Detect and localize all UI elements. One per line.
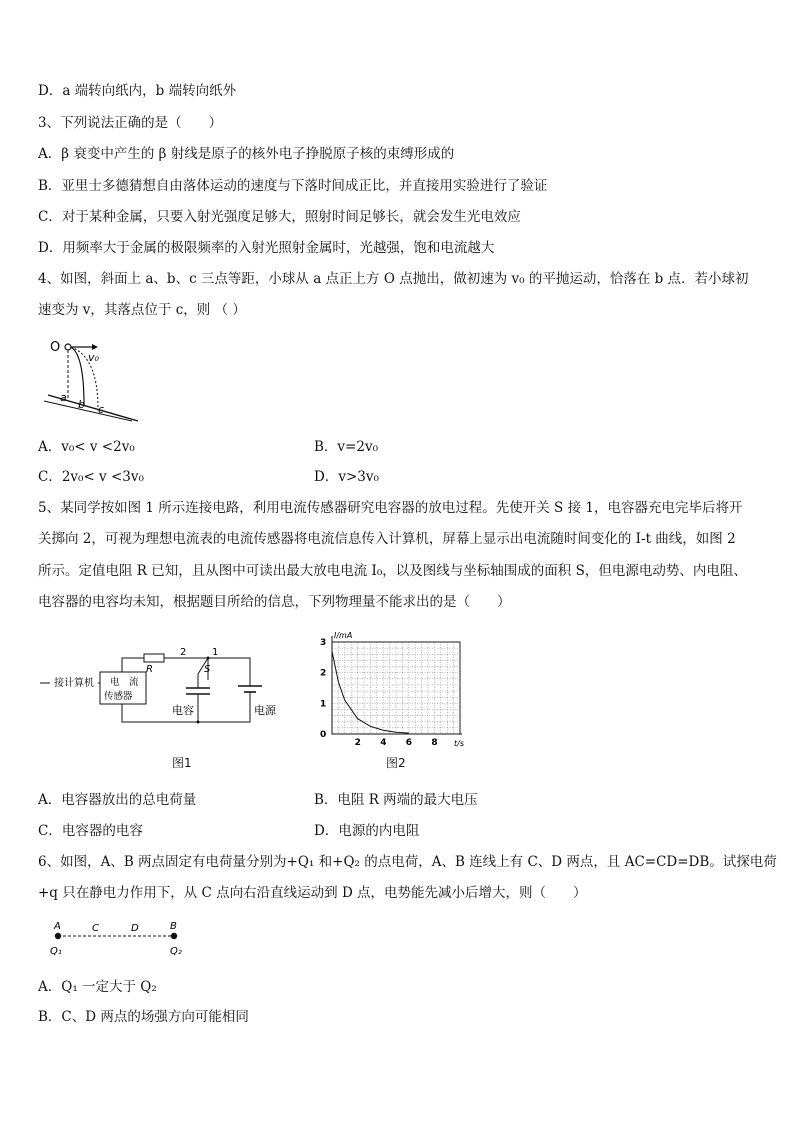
sensor-label-2: 传感器 (104, 691, 133, 702)
q5-option-b: B．电阻 R 两端的最大电压 (314, 792, 478, 808)
capacitor-label: 电容 (172, 704, 194, 717)
ball-o (65, 344, 71, 350)
label-b: b (78, 398, 85, 411)
label-c: c (98, 403, 105, 416)
charges-figure (46, 918, 206, 960)
resistor-r (144, 654, 164, 662)
label-v0: v₀ (88, 351, 99, 364)
source-label: 电源 (254, 704, 276, 717)
q3-option-a: A．β 衰变中产生的 β 射线是原子的核外电子挣脱原子核的束缚形成的 (38, 146, 455, 162)
q4-stem-line1: 4、如图，斜面上 a、b、c 三点等距，小球从 a 点正上方 O 点抛出，做初速为 v₀ 的平抛运动，恰落在 b 点．若小球初 (38, 271, 749, 287)
label-c-point: C (92, 923, 99, 934)
y-tick-label: 0 (320, 730, 327, 740)
q6-stem-line2: +q 只在静电力作用下，从 C 点向右沿直线运动到 D 点，电势能先减小后增大，则（ ） (38, 885, 587, 901)
figure-1-caption: 图1 (172, 756, 192, 770)
q5-stem-line4: 电容器的电容均未知，根据题目所给的信息，下列物理量不能求出的是（ ） (38, 594, 511, 610)
q3-option-d: D．用频率大于金属的极限频率的入射光照射金属时，光越强，饱和电流越大 (38, 240, 495, 256)
label-q1: Q₁ (50, 946, 62, 957)
q4-option-b: B．v=2v₀ (314, 439, 378, 455)
label-pos2: 2 (180, 647, 187, 658)
label-s: S (204, 664, 211, 675)
label-d-point: D (131, 923, 139, 934)
q3-stem: 3、下列说法正确的是（ ） (38, 115, 223, 131)
y-tick-label: 2 (320, 668, 327, 679)
y-tick-label: 1 (320, 699, 327, 710)
computer-label: 接计算机 (54, 678, 94, 689)
label-r: R (146, 664, 153, 675)
label-a-point: A (54, 921, 61, 932)
q4-option-a: A．v₀< v <2v₀ (38, 439, 135, 455)
q3-option-c: C．对于某种金属，只要入射光强度足够大，照射时间足够长，就会发生光电效应 (38, 209, 521, 225)
q5-option-c: C．电容器的电容 (38, 823, 143, 839)
q2-option-d: D．a 端转向纸内，b 端转向纸外 (38, 83, 237, 99)
projectile-figure (40, 335, 140, 427)
figure-2-caption: 图2 (386, 756, 406, 770)
q5-stem-line2: 关掷向 2，可视为理想电流表的电流传感器将电流信息传入计算机，屏幕上显示出电流随时间变化的 I-t 曲线，如图 2 (38, 531, 736, 547)
q6-option-a: A．Q₁ 一定大于 Q₂ (38, 979, 157, 995)
label-b-point: B (170, 921, 177, 932)
q4-option-c: C．2v₀< v <3v₀ (38, 469, 144, 485)
label-a: a (60, 391, 67, 404)
it-graph (312, 628, 472, 750)
q4-option-d: D．v>3v₀ (314, 469, 379, 485)
x-tick-label: 2 (354, 738, 361, 748)
x-tick-label: 8 (431, 738, 438, 748)
q6-option-b: B．C、D 两点的场强方向可能相同 (38, 1009, 249, 1025)
x-tick-label: 4 (380, 738, 387, 748)
circuit-figure (40, 642, 290, 732)
q5-option-a: A．电容器放出的总电荷量 (38, 792, 197, 808)
label-o: O (50, 340, 61, 355)
sensor-label-1: 电 流 (110, 677, 139, 688)
label-pos1: 1 (212, 647, 219, 658)
y-tick-label: 3 (320, 638, 327, 648)
q5-stem-line3: 所示。定值电阻 R 已知，且从图中可读出最大放电电流 I₀，以及图线与坐标轴围成的面积 S，但电源电动势、内电阻、 (38, 563, 747, 579)
charge-a (55, 933, 61, 939)
charge-b (171, 933, 177, 939)
label-q2: Q₂ (170, 946, 182, 957)
q4-stem-line2: 速变为 v，其落点位于 c，则 （ ） (38, 302, 246, 318)
x-tick-label: 6 (405, 738, 413, 748)
q3-option-b: B．亚里士多德猜想自由落体运动的速度与下落时间成正比，并直接用实验进行了验证 (38, 178, 548, 194)
q5-option-d: D．电源的内电阻 (314, 823, 420, 839)
graph-xlabel: t/s (454, 739, 464, 748)
q6-stem-line1: 6、如图，A、B 两点固定有电荷量分别为+Q₁ 和+Q₂ 的点电荷，A、B 连线上有 C、D 两点，且 AC=CD=DB。试探电荷 (38, 854, 777, 870)
q5-stem-line1: 5、某同学按如图 1 所示连接电路，利用电流传感器研究电容器的放电过程。先使开关 S 接 1，电容器充电完毕后将开 (38, 500, 743, 516)
graph-ylabel: I/mA (334, 631, 353, 640)
